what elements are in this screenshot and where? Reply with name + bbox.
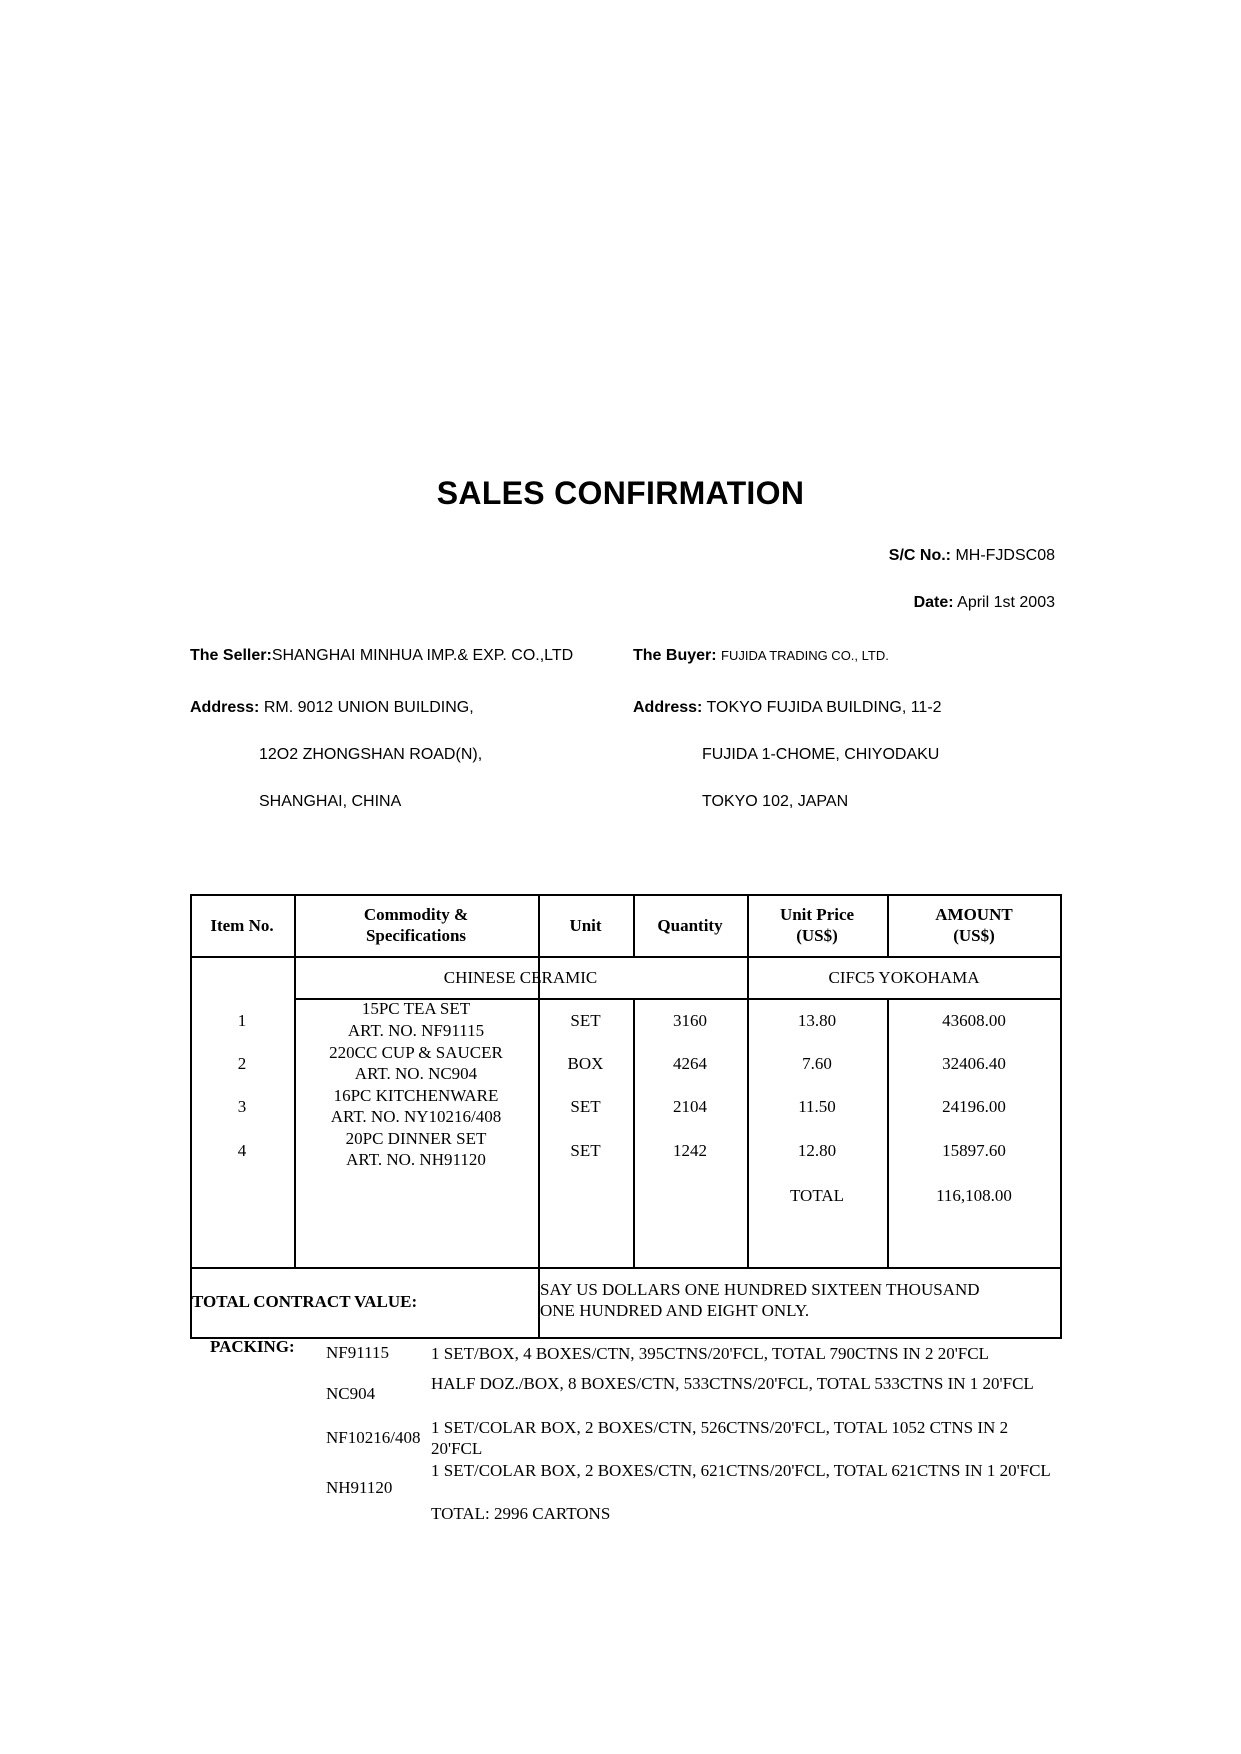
col-divider-5-body [887, 998, 889, 1269]
row-1-desc-2: ART. NO. NF91115 [347, 1021, 485, 1040]
document-date [914, 594, 1055, 612]
row-2-desc-2: ART. NO. NC904 [354, 1064, 478, 1083]
packing-code-1: NF91115 [326, 1343, 389, 1362]
packing-text-4: 1 SET/COLAR BOX, 2 BOXES/CTN, 621CTNS/20'FCL, TOTAL 621CTNS IN 1 20'FCL [431, 1461, 1051, 1480]
row-4-desc-2: ART. NO. NH91120 [346, 1150, 486, 1169]
header-unit: Unit [569, 916, 602, 935]
packing-code-3: NF10216/408 [326, 1428, 421, 1447]
packing-text-2: HALF DOZ./BOX, 8 BOXES/CTN, 533CTNS/20'FCL, TOTAL 533CTNS IN 1 20'FCL [431, 1374, 1034, 1393]
commodity-group: CHINESE CERAMIC [443, 968, 598, 987]
seller-address-3: SHANGHAI, CHINA [259, 793, 402, 810]
row-1-unit: SET [570, 1011, 601, 1030]
seller-label: The Seller: [190, 647, 272, 664]
seller-name-line [190, 647, 573, 665]
sc-number-label: S/C No.: [888, 547, 951, 564]
row-3-price: 11.50 [798, 1097, 836, 1116]
row-1-amount: 43608.00 [942, 1011, 1006, 1030]
row-2-unit: BOX [567, 1054, 604, 1073]
row-2-qty: 4264 [673, 1054, 707, 1073]
total-label: TOTAL [789, 1186, 845, 1205]
buyer-name-line [633, 647, 889, 665]
packing-code-2: NC904 [326, 1384, 376, 1403]
row-3-desc-2: ART. NO. NY10216/408 [330, 1107, 502, 1126]
table-total-divider [190, 1267, 1062, 1269]
buyer-address-2: FUJIDA 1-CHOME, CHIYODAKU [702, 746, 940, 763]
table-header-divider [190, 956, 1062, 958]
header-unit-price-2: (US$) [796, 926, 838, 945]
seller-name: SHANGHAI MINHUA IMP.& EXP. CO.,LTD [271, 647, 574, 664]
row-3-desc-1: 16PC KITCHENWARE [333, 1086, 499, 1105]
seller-address-line-1 [190, 699, 474, 717]
header-commodity-1: Commodity & [363, 905, 469, 924]
table-border-top [190, 894, 1062, 896]
seller-address-2: 12O2 ZHONGSHAN ROAD(N), [259, 746, 483, 763]
packing-label: PACKING: [210, 1337, 295, 1356]
buyer-address-label: Address: [633, 699, 703, 716]
row-1-price: 13.80 [797, 1011, 837, 1030]
row-2-desc-1: 220CC CUP & SAUCER [329, 1043, 503, 1062]
row-1-item: 1 [237, 1011, 247, 1030]
row-3-item: 3 [237, 1097, 247, 1116]
header-amount-2: (US$) [953, 926, 995, 945]
seller-address-1: RM. 9012 UNION BUILDING, [263, 699, 474, 716]
date-label: Date: [913, 594, 954, 611]
table-border-bottom [190, 1337, 1062, 1339]
row-1-qty: 3160 [673, 1011, 707, 1030]
header-unit-price-1: Unit Price [779, 905, 855, 924]
packing-text-3: 1 SET/COLAR BOX, 2 BOXES/CTN, 526CTNS/20'FCL, TOTAL 1052 CTNS IN 2 20'FCL [431, 1418, 1009, 1458]
row-3-unit: SET [570, 1097, 601, 1116]
sc-number-value: MH-FJDSC08 [955, 547, 1055, 564]
contract-table [190, 894, 1062, 1339]
header-amount-1: AMOUNT [935, 905, 1013, 924]
date-value: April 1st 2003 [957, 594, 1055, 611]
contract-value-label: TOTAL CONTRACT VALUE: [192, 1292, 418, 1311]
buyer-name: FUJIDA TRADING CO., LTD. [721, 648, 889, 663]
contract-value-words-1: SAY US DOLLARS ONE HUNDRED SIXTEEN THOUSAND [540, 1280, 980, 1299]
packing-code-4: NH91120 [326, 1478, 393, 1497]
row-4-unit: SET [570, 1141, 601, 1160]
total-amount: 116,108.00 [936, 1186, 1012, 1205]
packing-total: TOTAL: 2996 CARTONS [431, 1504, 611, 1523]
price-terms: CIFC5 YOKOHAMA [828, 968, 980, 987]
document-title: SALES CONFIRMATION [436, 475, 805, 511]
row-3-amount: 24196.00 [942, 1097, 1006, 1116]
buyer-address-3: TOKYO 102, JAPAN [702, 793, 849, 810]
row-4-price: 12.80 [797, 1141, 837, 1160]
row-4-item: 4 [237, 1141, 247, 1160]
row-4-amount: 15897.60 [942, 1141, 1006, 1160]
row-4-desc-1: 20PC DINNER SET [345, 1129, 487, 1148]
contract-value-words-2: ONE HUNDRED AND EIGHT ONLY. [540, 1301, 810, 1320]
row-4-qty: 1242 [673, 1141, 707, 1160]
header-item-no: Item No. [210, 916, 274, 935]
sc-number [889, 547, 1055, 565]
row-3-qty: 2104 [673, 1097, 707, 1116]
header-commodity-2: Specifications [365, 926, 467, 945]
col-divider-3-body [633, 998, 635, 1269]
row-2-amount: 32406.40 [942, 1054, 1006, 1073]
buyer-address-1: TOKYO FUJIDA BUILDING, 11-2 [706, 699, 942, 716]
buyer-address-line-1 [633, 699, 942, 717]
packing-text-1: 1 SET/BOX, 4 BOXES/CTN, 395CTNS/20'FCL, TOTAL 790CTNS IN 2 20'FCL [431, 1344, 989, 1363]
row-1-desc-1: 15PC TEA SET [361, 999, 471, 1018]
buyer-label: The Buyer: [633, 647, 717, 664]
header-quantity: Quantity [657, 916, 723, 935]
row-2-price: 7.60 [802, 1054, 832, 1073]
seller-address-label: Address: [190, 699, 260, 716]
row-2-item: 2 [237, 1054, 247, 1073]
col-divider-4 [747, 894, 749, 1269]
